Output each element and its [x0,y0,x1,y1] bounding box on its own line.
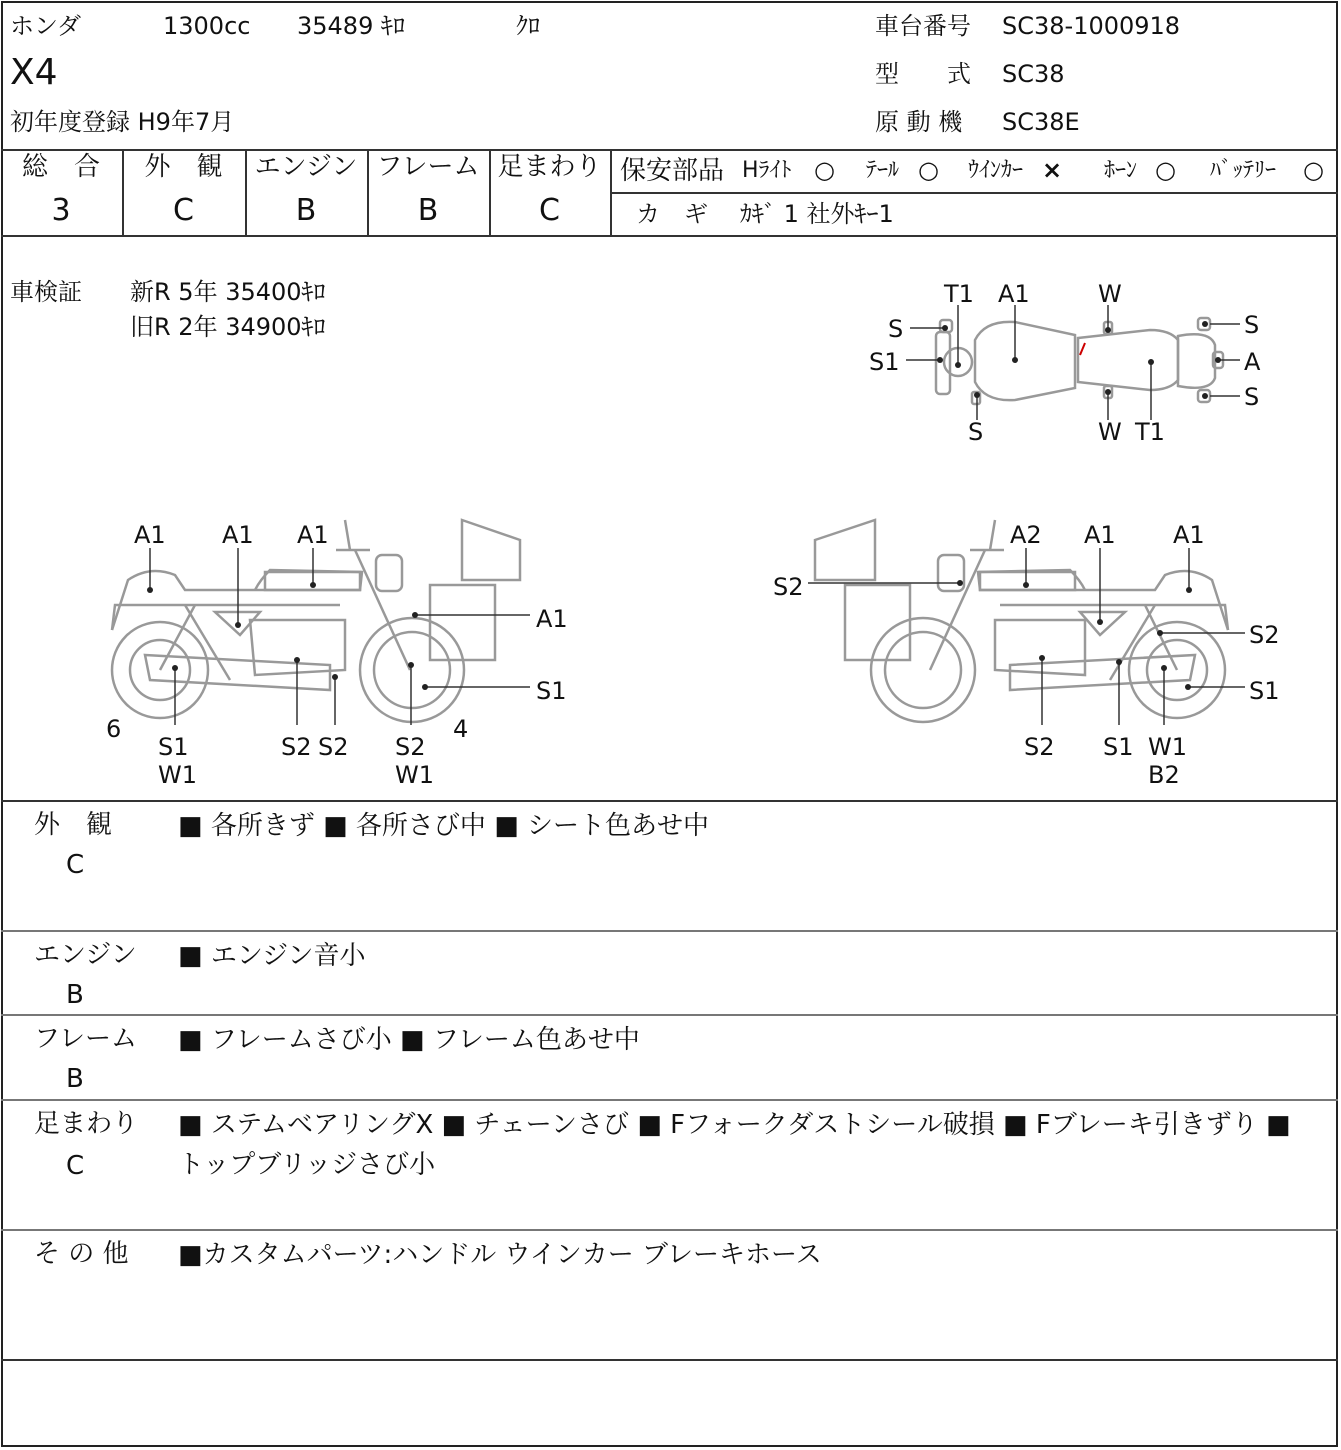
engine-label: 原 動 機 [875,108,963,136]
label-left-s2-1: S2 [281,733,312,761]
safety-horn-mark: ○ [1155,156,1176,184]
label-left-w1-2: W1 [395,761,434,789]
displacement: 1300cc [163,12,251,40]
first-registration: 初年度登録 H9年7月 [10,108,235,136]
type-value: SC38 [1002,60,1065,88]
label-left-s2-3: S2 [395,733,426,761]
label-right-a1-2: A1 [1173,521,1205,549]
safety-battery: ﾊﾞｯﾃﾘｰ [1210,158,1277,183]
label-left-4: 4 [453,715,469,743]
label-right-s1-rear: S1 [1249,677,1280,705]
label-left-w1: W1 [158,761,197,789]
section-frame-text: ■ フレームさび小 ■ フレーム色あせ中 [178,1025,640,1055]
inspection-label: 車検証 [10,278,82,306]
section-suspension-grade: C [66,1151,85,1181]
label-left-6: 6 [106,715,122,743]
section-engine-grade: B [66,980,84,1010]
label-top-t1-bottom: T1 [1135,418,1165,446]
inspection-old: 旧R 2年 34900ｷﾛ [130,313,326,341]
label-right-s2-top: S2 [773,573,804,601]
section-exterior-title: 外 観 [34,810,113,840]
divider [1,930,1338,932]
section-frame-title: フレーム [34,1024,137,1054]
safety-title: 保安部品 [620,156,725,186]
safety-winker-mark: × [1042,156,1063,184]
grade-engine-label: エンジン [254,152,358,182]
label-left-s1-front: S1 [536,677,567,705]
engine-value: SC38E [1002,108,1080,136]
type-label: 型 式 [875,60,971,88]
safety-tail-mark: ○ [918,156,939,184]
divider [1,1229,1338,1231]
key-value: ｶｷﾞ 1 社外ｷｰ1 [740,200,894,228]
frame-no-label: 車台番号 [875,12,971,40]
color: ｸﾛ [516,12,540,40]
top-view-markers [906,305,1240,420]
left-view-bike [112,520,520,722]
label-left-a1-2: A1 [222,521,254,549]
label-top-w-bottom: W [1098,418,1122,446]
label-top-a1: A1 [998,280,1030,308]
mileage: 35489 ｷﾛ [297,12,405,40]
grade-frame-value: B [417,193,439,228]
maker: ホンダ [10,12,82,40]
label-top-a: A [1244,348,1261,376]
label-top-s-left: S [888,315,904,343]
key-label: カ ギ [636,200,708,228]
top-view-bike [936,318,1223,404]
divider [1,1099,1338,1101]
label-right-s2-rear: S2 [1249,621,1280,649]
grade-exterior-label: 外 観 [144,152,223,182]
grade-suspension-label: 足まわり [497,152,602,182]
label-right-b2: B2 [1148,761,1180,789]
divider [1,1014,1338,1016]
right-view-bike [815,520,1228,722]
safety-headlight: Hﾗｲﾄ [742,158,792,183]
label-top-s-rear1: S [1244,311,1260,339]
grade-exterior-value: C [173,193,194,228]
section-engine-text: ■ エンジン音小 [178,941,366,971]
label-right-w1: W1 [1148,733,1187,761]
label-right-a2: A2 [1010,521,1042,549]
label-top-s-bottom: S [968,418,984,446]
label-top-s1: S1 [869,348,900,376]
divider [1,1359,1338,1361]
section-exterior-grade: C [66,850,85,880]
label-top-s-rear2: S [1244,383,1260,411]
grade-total-value: 3 [51,193,71,228]
section-other-text: ■カスタムパーツ:ハンドル ウインカー ブレーキホース [178,1240,822,1270]
safety-headlight-mark: ○ [814,156,835,184]
safety-tail: ﾃｰﾙ [866,158,900,183]
label-left-s2-2: S2 [318,733,349,761]
grade-suspension-value: C [539,193,560,228]
label-top-t1: T1 [944,280,974,308]
label-right-a1-1: A1 [1084,521,1116,549]
right-view-markers [808,548,1245,725]
grade-total-label: 総 合 [21,152,100,182]
section-engine-title: エンジン [34,940,137,970]
section-suspension-title: 足まわり [34,1109,139,1139]
label-left-a1-1: A1 [134,521,166,549]
section-suspension-text: ■ ステムベアリングX ■ チェーンさび ■ Fフォークダストシール破損 ■ Fブレーキ引きずり ■ トップブリッジさび小 [178,1110,1291,1181]
safety-winker: ｳｲﾝｶｰ [968,158,1024,183]
grade-engine-value: B [295,193,317,228]
safety-horn: ﾎｰﾝ [1104,158,1138,183]
safety-battery-mark: ○ [1303,156,1324,184]
label-right-s2-bottom: S2 [1024,733,1055,761]
label-top-w: W [1098,280,1122,308]
label-left-s1: S1 [158,733,189,761]
frame-no: SC38-1000918 [1002,12,1181,40]
label-right-s1-bottom: S1 [1103,733,1134,761]
grade-frame-label: フレーム [376,152,480,182]
section-exterior-text: ■ 各所きず ■ 各所さび中 ■ シート色あせ中 [178,811,710,841]
label-left-a1-4: A1 [536,605,568,633]
model-name: X4 [10,52,58,93]
label-left-a1-3: A1 [297,521,329,549]
divider [1,800,1338,802]
section-other-title: そ の 他 [34,1239,129,1269]
section-frame-grade: B [66,1064,84,1094]
inspection-new: 新R 5年 35400ｷﾛ [130,278,326,306]
